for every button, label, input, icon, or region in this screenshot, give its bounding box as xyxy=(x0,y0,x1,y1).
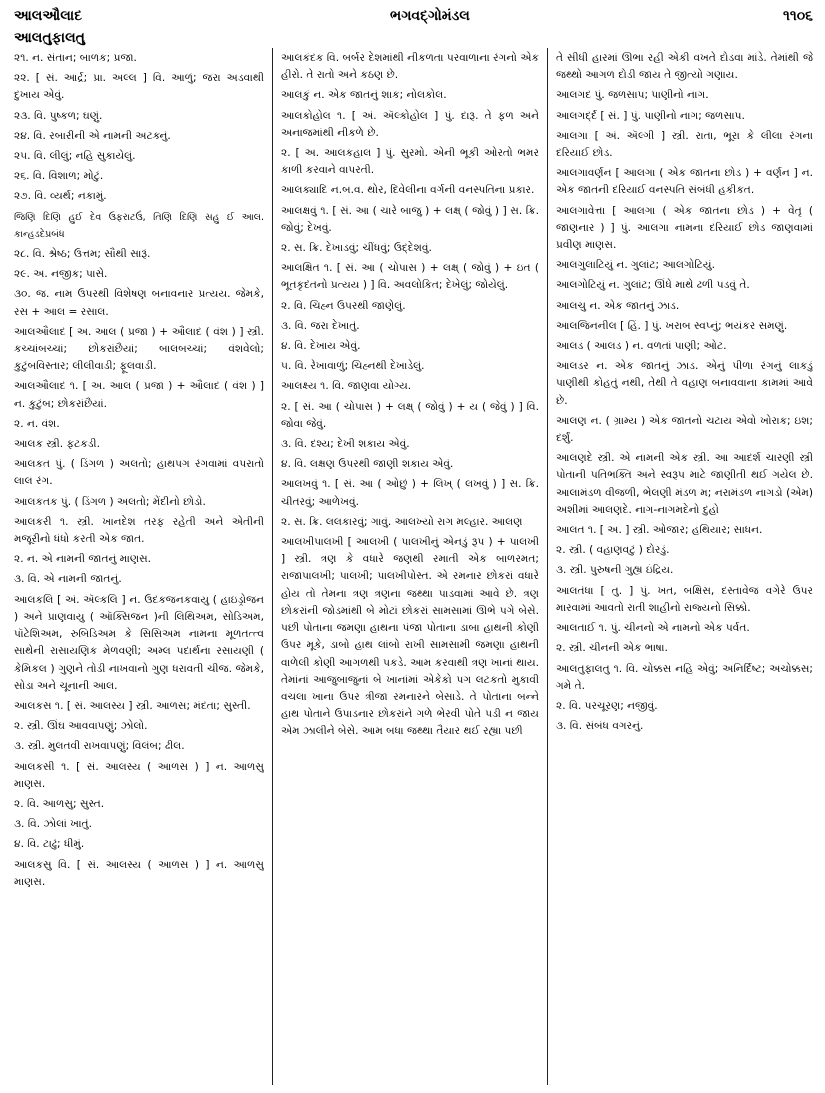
column-divider xyxy=(547,48,548,1085)
entry: ૨૫. વિ. લીલું; નહિ સુકાયેલું. xyxy=(14,150,136,163)
entry: ૨. ન. એ નામની જાતનું માણસ. xyxy=(14,553,152,566)
entry: આલડર ન. એક જાતનું ઝાડ. એનું પીળા રંગનું લાકડું પાણીથી કોહતું નથી, તેથી તે વહાણ બનાવવાના કામમાં આવે છે. xyxy=(556,360,813,407)
entry: આલકત પું. ( ડિંગળ ) અલતો; હાથપગ રંગવામાં વપરાતો લાલ રંગ. xyxy=(14,458,264,488)
entry: ૨. [ સં. આ ( ચોપાસ ) + લક્ષ્ ( જોવું ) + ય ( જેવું ) ] વિ. જોવા જેવું. xyxy=(281,400,539,430)
entry: ૨. વિ. પરચૂરણ; નજીવું. xyxy=(556,699,658,712)
entry: આલતાઈ ૧. પું. ચીનનો એ નામનો એક પર્વત. xyxy=(556,622,750,635)
entry: ૩. સ્ત્રી. પુરુષની ગુહ્ય ઇંદ્રિય. xyxy=(556,564,674,577)
entry: ૨૪. વિ. રબારીની એ નામની અટક્નું. xyxy=(14,129,171,142)
entry: ૨. વિ. આળસુ; સુસ્ત. xyxy=(14,797,105,810)
entry: ૩. વિ. સંબંધ વગરનું. xyxy=(556,720,644,733)
entry: ૩૦. જ. નામ ઉપરથી વિશેષણ બનાવનાર પ્રત્યય. જેમકે, રસ + આલ = રસાલ. xyxy=(14,288,264,318)
entry: આલકંદક વિ. બર્બર દેશમાંથી નીકળતા પરવાળાના રંગનો એક હીરો. તે રાતો અને કઠણ છે. xyxy=(281,52,539,82)
entry: ૨૩. વિ. પુષ્કળ; ઘણું. xyxy=(14,109,103,122)
entry: આલગા [ અં. ઍલ્ગી ] સ્ત્રી. રાતા, ભૂરા કે લીલા રંગના દરિયાઈ છોડ. xyxy=(556,129,813,160)
entry: ૨૭. વિ. વ્યર્થ; નકામું. xyxy=(14,190,107,203)
header-left-guideword: આલઔલાદ xyxy=(14,8,83,24)
entry: ૨૬. વિ. વિશાળ; મોટું. xyxy=(14,170,104,183)
entry: આલગદ પું. જળસાપ; પાણીનો નાગ. xyxy=(556,89,709,102)
entry: ૨૨. [ સં. આર્દ્ર; પ્રા. અલ્લ ] વિ. આળું; જરા અડવાથી દુખાય એવું. xyxy=(14,72,264,102)
entry: આલતંધા [ તુ. ] પું. ખત, બક્ષિસ, દસ્તાવેજ વગેરે ઉપર મારવામાં આવતો રાતી શાહીનો રાજ્યનો સિક્કો. xyxy=(556,584,813,614)
entry: આલખવું ૧. [ સં. આ ( ઓછું ) + લિખ્ ( લખવું ) ] સ. ક્રિ. ચીતરવું; આળેખવું. xyxy=(281,478,539,508)
entry: ૨. વિ. ચિહ્ન ઉપરથી જાણેલું. xyxy=(281,299,406,312)
entry: આલકસ ૧. [ સં. આલસ્ય ] સ્ત્રી. આળસ; મંદતા; સુસ્તી. xyxy=(14,699,251,712)
entry: આલગાવર્ણન [ આલગા ( એક જાતના છોડ ) + વર્ણન ] ન. એક જાતની દરિયાઈ વનસ્પતિ સંબંધી હકીકત. xyxy=(556,167,813,197)
entry: ૨. સ્ત્રી. ( વહાણવટું ) દોરડું. xyxy=(556,544,670,557)
entry: ૨૮. વિ. શ્રેષ્ઠ; ઉત્તમ; સૌથી સારૂં. xyxy=(14,248,151,261)
entry: ૨૯. અ. નજીક; પાસે. xyxy=(14,268,108,281)
header-book-title: ભગવદ્ગોમંડલ xyxy=(390,8,470,24)
entry: આલજિનનીલ [ હિં. ] પું. ખરાબ સ્વપ્નું; ભયંકર સમણું. xyxy=(556,319,788,332)
entry: ૨. ન. વંશ. xyxy=(14,417,60,430)
entry: આલતુફાલતુ ૧. વિ. ચોક્કસ નહિ એવું; અનિર્દિષ્ટ; અચોક્કસ; ગમે તે. xyxy=(556,662,813,692)
entry: આલકરી ૧. સ્ત્રી. ખાનદેશ તરફ રહેતી અને એતીની મજૂરીનો ધંધો કરતી એક જાત. xyxy=(14,515,264,546)
entry: ૨. સ. ક્રિ. દેખાડવું; ચીંધવું; ઉદ્દેશવું. xyxy=(281,242,432,255)
entry: આલક્યાદિ ન.બ.વ. થોર, દિવેલીના વર્ગની વનસ્પતિના પ્રકાર. xyxy=(281,184,535,197)
entry: આલકસી ૧. [ સં. આલસ્ય ( આળસ ) ] ન. આળસુ માણસ. xyxy=(14,760,264,790)
entry: આલગાવેત્તા [ આલગા ( એક જાતના છોડ ) + વેતૃ ( જાણનાર ) ] પું. આલગા નામના દરિયાઈ છોડ જાણવામાં પ્રવીણ માણસ. xyxy=(556,204,813,252)
entry: આલકું ન. એક જાતનું શાક; નોલકોલ. xyxy=(281,89,447,102)
entry: આલક્ષવું ૧. [ સં. આ ( ચારે બાજુ ) + લક્ષ્ ( જોવું ) ] સ. ક્રિ. જોવું; દેખવું. xyxy=(281,204,539,234)
entry: આલકસુ વિ. [ સં. આલસ્ય ( આળસ ) ] ન. આળસુ માણસ. xyxy=(14,858,264,888)
entry: ૪. વિ. ટાઢું; ધીમું. xyxy=(14,838,85,851)
entry: ૩. સ્ત્રી. મુલતવી રાખવાપણું; વિલંબ; ઢીલ. xyxy=(14,740,185,753)
entry: આલકલિ [ અં. ઍલ્કલિ ] ન. ઉદકજનકવાયુ ( હાઇડ્રોજન ) અને પ્રાણવાયુ ( ઑક્સિજન )ની લિથિઅમ, સોડિઅમ, પૉટેશિઅમ, રુબિડિઅમ કે સિસિઅમ નામના મૂળતત્ત્વ સાથેની રાસાયણિક મેળવણી; અમ્લ પદાર્થના રસાયણી ( કેમિકલ ) ગુણને તોડી નાખવાનો ગુણ ધરાવતી ચીજ. જેમકે, સોડા અને ચૂનાની આલ. xyxy=(14,593,264,692)
entry: ૩. વિ. દશ્ય; દેખી શકાય એવું. xyxy=(281,438,410,451)
entry: ૩. વિ. ઝોલાં ખાતું. xyxy=(14,818,92,831)
entry: આલણ ન. ( ગ્રામ્ય ) એક જાતનો ચટાય એવો ખોરાક; ઇશ; દર્શું. xyxy=(556,414,813,445)
entry: ૩. વિ. જરા દેખાતું. xyxy=(281,319,360,332)
entry: તે સીધી હારમાં ઊભા રહી એકી વખતે દોડવા માંડે. તેમાંથી જે જથ્થો આગળ દોડી જાય તે જીત્યો ગણાય. xyxy=(556,52,813,82)
entry: ૨. સ. ક્રિ. લલકારવું; ગાવું. આલખ્યો રાગ મલ્હાર. આલણ xyxy=(281,515,523,528)
entry: આલગુલાટિયું ન. ગુલાંટ; આલગોટિયું. xyxy=(556,259,715,272)
entry: આલડ ( આલડ ) ન. વળતાં પાણી; ઓટ. xyxy=(556,340,727,353)
entry: આલત ૧. [ અ. ] સ્ત્રી. ઓજાર; હથિયાર; સાધન. xyxy=(556,524,763,537)
entry: આલકતક પું. ( ડિંગળ ) અલતો; મેંદીનો છોડો. xyxy=(14,495,206,508)
entry: આલગોટિયું ન. ગુલાંટ; ઊંધે માથે ઢળી પડવું તે. xyxy=(556,279,750,292)
entry: આલણદે સ્ત્રી. એ નામની એક સ્ત્રી. આ આદર્શ ચારણી સ્ત્રી પોતાની પતિભક્તિ અને સ્વરૂપ માટે જાણીતી થઈ ગયેલ છે. આલામંડળ વીજળી, ભેલણી મંડળ મ; નરામંડળ નાગડો (એમ) અશીમાં આલણદે. નાગ-નાગમદેનો દુહો xyxy=(556,452,813,516)
column-1 xyxy=(14,50,264,1083)
entry: ૨. સ્ત્રી. ઊંઘ આવવાપણું; ઝોલો. xyxy=(14,720,148,733)
entry: ૩. વિ. એ નામની જાતનું. xyxy=(14,573,122,586)
entry: આલચુ ન. એક જાતનું ઝાડ. xyxy=(556,299,680,312)
column-3 xyxy=(556,50,813,1083)
entry: આલક સ્ત્રી. ફટકડી. xyxy=(14,438,100,451)
entry: આલગર્દ્દ [ સં. ] પું. પાણીનો નાગ; જળસાપ. xyxy=(556,109,745,122)
entry: આલક્ષિત ૧. [ સં. આ ( ચોપાસ ) + લક્ષ્ ( જોવું ) + ઇત ( ભૂતકૃદંતનો પ્રત્યય ) ] વિ. અવલોકિત; દેખેલું; જોયેલું. xyxy=(281,262,539,292)
entry: આલક્ષ્ય ૧. વિ. જાણવા યોગ્ય. xyxy=(281,380,412,393)
entry: આલઔલાદ [ અ. આલ ( પ્રજા ) + ઔલાદ ( વંશ ) ] સ્ત્રી. કચ્ચાંબચ્ચાં; છોકરાંછૈયાં; બાલબચ્ચાં; વંશવેલો; કુટુંબવિસ્તાર; લીલીવાડી; ફૂલવાડી. xyxy=(14,325,264,373)
entry: આલકોહોલ ૧. [ અં. ઍલ્કોહોલ ] પું. દારૂ. તે ફળ અને અનાજમાંથી નીકળે છે. xyxy=(281,109,539,139)
entry: આલખીપાલખી [ આલખી ( પાલખીનું એનડું રૂપ ) + પાલખી ] સ્ત્રી. ત્રણ કે વધારે જણથી રમાતી એક બાળરમત; રાજાપાલખી; પાલખી; પાલખીપોસ્ત. એ રમનાર છોકરાં વધારે હોય તો તેમના ત્રણ ત્રણના જથ્થા પાડવામાં આવે છે. ત્રણ છોકરાંની જોડમાંથી બે મોટાં છોકરાં સામસામાં ઊભે પગે બેસે. પછી પોતાના જમણા હાથના પંજા પોતાના ડાબા હાથની કોણી ઉપર મૂકે, ડાબો હાથ લાંબો રાખી સામસામી જમણા હાથની વાળેલી કોણી આગળથી પકડે. આમ કરવાથી ત્રણ ખાનાં થાય. તેમાંનાં આજુબાજુનાં બે ખાનાંમાં એકેકો પગ લટકતો મુકાવી વચલા ખાના ઉપર ત્રીજા રમનારને બેસાડે. તે પોતાના બન્ને હાથ પોતાને ઉપાડનાર છોકરાંને ગળે ભેરવી પોતે પડી ન જાય એમ ઝાલીને બેસે. આમ બધા જથ્થા તૈયાર થઈ રહ્યા પછી xyxy=(281,536,539,738)
header-right-guideword: આલતુફાલતુ xyxy=(14,30,85,46)
entry: ૫. વિ. રેખાવાળું; ચિહ્નથી દેખાડેલું. xyxy=(281,360,425,373)
column-divider xyxy=(272,48,273,1085)
page-number: ૧૧૦૬ xyxy=(783,8,813,24)
quotation: જિણિ દિણિ હુઈ દેવ ઉફરાટઉં, તિણિ દિણિ સહુ ઈ આલ. કાન્હડદેપ્રબંધ xyxy=(14,211,264,240)
entry: ૪. વિ. લક્ષણ ઉપરથી જાણી શકાય એવું. xyxy=(281,458,454,471)
column-2 xyxy=(281,50,539,1083)
entry: ૨૧. ન. સંતાન; બાળક; પ્રજા. xyxy=(14,52,137,64)
entry: ૨. સ્ત્રી. ચીનની એક ભાષા. xyxy=(556,642,668,655)
entry: ૨. [ અ. આલકહાલ ] પું. સુરમો. એની ભૂકી ઓરતો ભમર કાળી કરવાને વાપરતી. xyxy=(281,147,539,177)
entry: આલઔલાદ ૧. [ અ. આલ ( પ્રજા ) + ઔલાદ ( વંશ ) ] ન. કુટુંબ; છોકરાંછૈયાં. xyxy=(14,380,264,410)
entry: ૪. વિ. દેખાય એવું. xyxy=(281,340,361,353)
